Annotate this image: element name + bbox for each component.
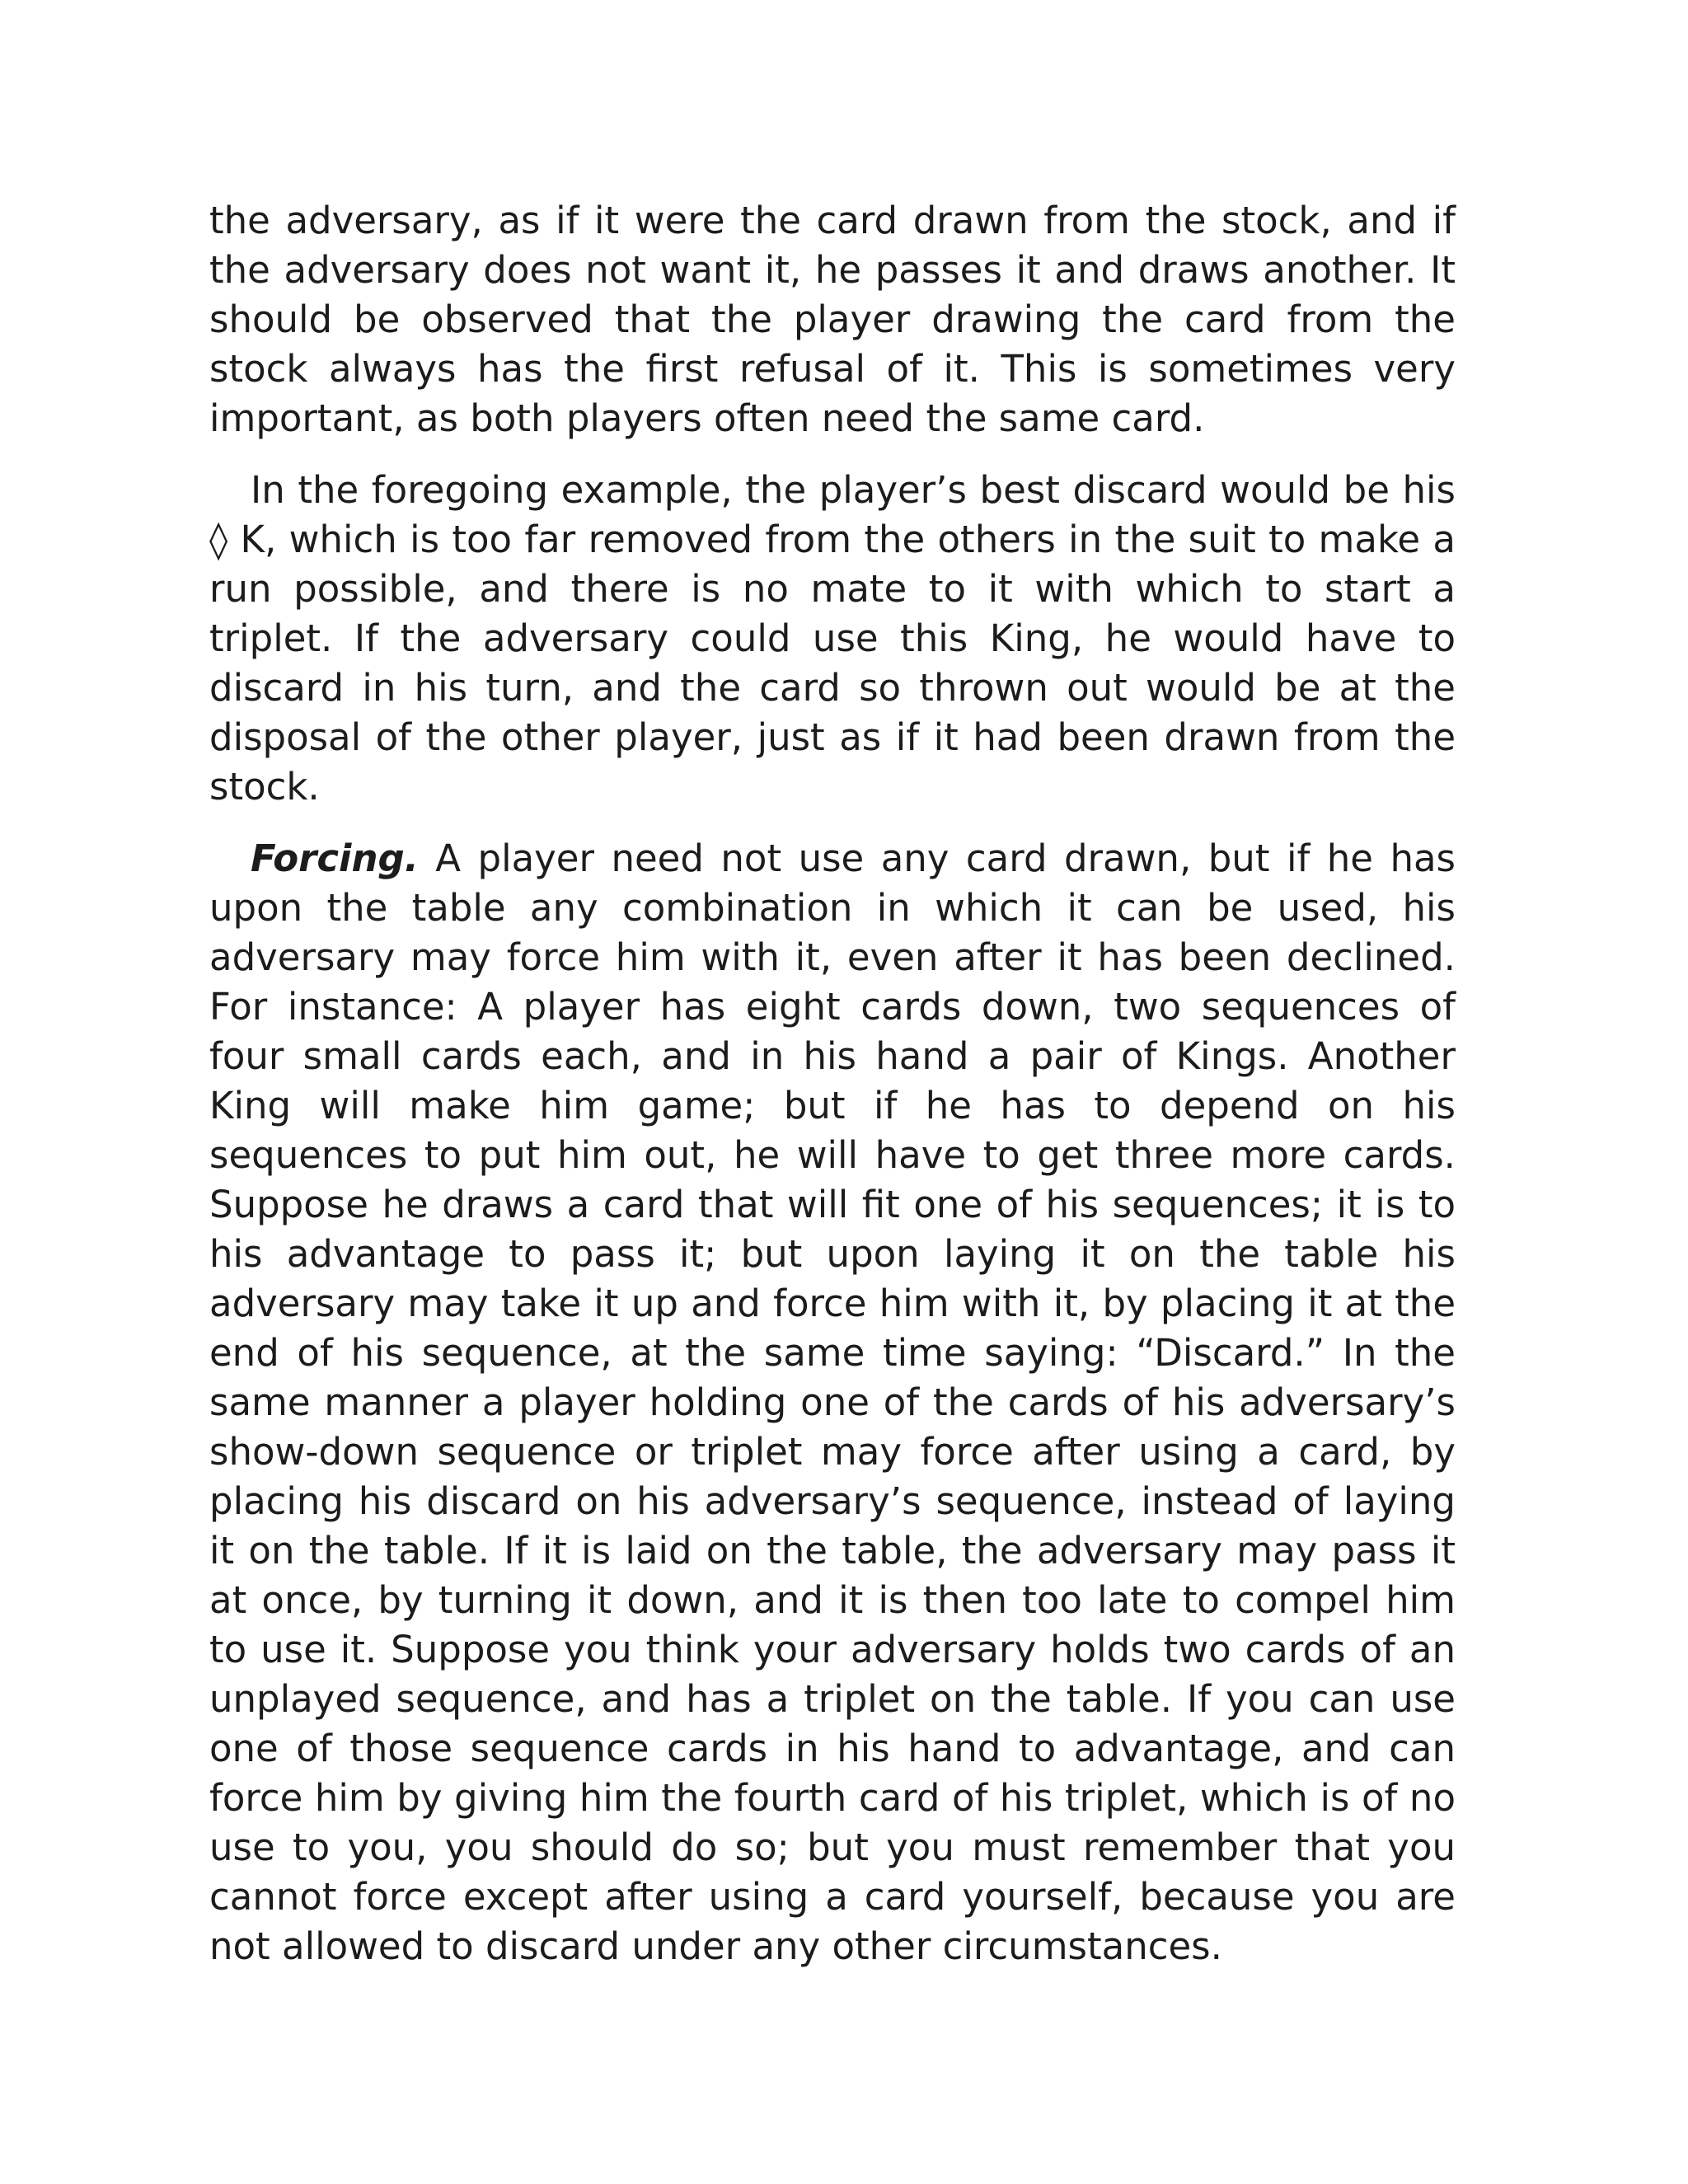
paragraph-continuation: the adversary, as if it were the card drawn from the stock, and if the adversary does not want it, he passes it and draws another. It should be observed that the player drawing the card from the stock always has the first refusal of it. This is sometimes very important, as both players often need the same card. (209, 199, 1456, 440)
paragraph-forcing (209, 834, 1456, 1971)
section-heading-forcing: Forcing. (251, 837, 419, 880)
paragraph-discard-example: In the foregoing example, the player’s best discard would be his ◊ K, which is too far removed from the others in the suit to make a run possible, and there is no mate to it with which to start a triplet. If the adversary could use this King, he would have to discard in his turn, and the card so thrown out would be at the disposal of the other player, just as if it had been drawn from the stock. (209, 468, 1456, 808)
page-body (209, 196, 1456, 1971)
paragraph-forcing-text: A player need not use any card drawn, but if he has upon the table any combination in which it can be used, his adversary may force him with it, even after it has been declined. For instance: A player has eight cards down, two sequences of four small cards each, and in his hand a pair of Kings. Another King will make him game; but if he has to depend on his sequences to put him out, he will have to get three more cards. Suppose he draws a card that will fit one of his sequences; it is to his advantage to pass it; but upon laying it on the table his adversary may take it up and force him with it, by placing it at the end of his sequence, at the same time saying: “Discard.” In the same manner a player holding one of the cards of his adversary’s show-down sequence or triplet may force after using a card, by placing his discard on his adversary’s sequence, instead of laying it on the table. If it is laid on the table, the adversary may pass it at once, by turning it down, and it is then too late to compel him to use it. Suppose you think your adversary holds two cards of an unplayed sequence, and has a triplet on the table. If you can use one of those sequence cards in his hand to advantage, and can force him by giving him the fourth card of his triplet, which is of no use to you, you should do so; but you must remember that you cannot force except after using a card yourself, because you are not allowed to discard under any other circumstances. (209, 837, 1456, 1968)
